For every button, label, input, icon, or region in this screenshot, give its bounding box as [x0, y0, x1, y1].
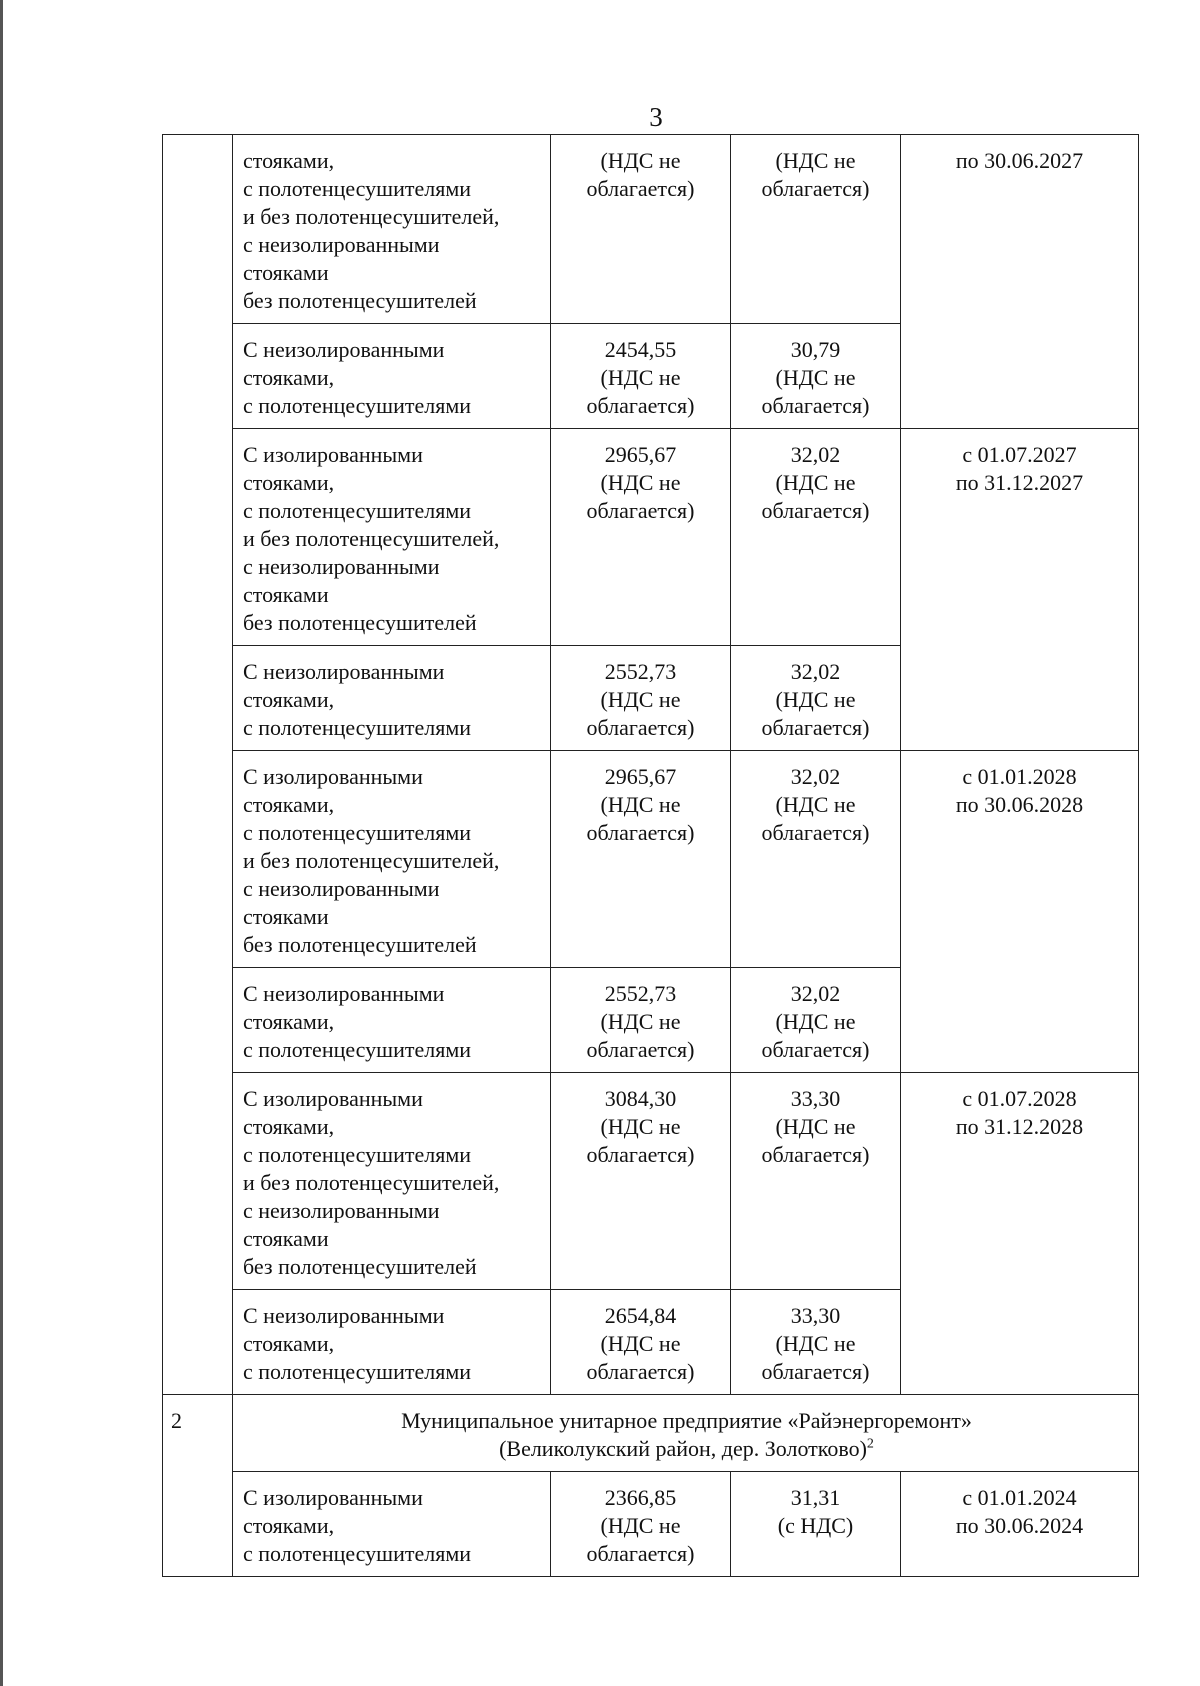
cell-text-line: облагается) — [586, 820, 695, 845]
cell-text-line: с неизолированными — [243, 232, 440, 257]
cell-text-line: облагается) — [586, 1037, 695, 1062]
description-cell — [233, 646, 551, 751]
cell-text-line: С изолированными — [243, 442, 423, 467]
cell-text-line: облагается) — [586, 1359, 695, 1384]
cell-text-line: С неизолированными — [243, 337, 445, 362]
cell-text-line: облагается) — [761, 1142, 870, 1167]
cell-text-line: стояками — [243, 1226, 329, 1251]
price-cell — [731, 324, 901, 429]
cell-text-line: с полотенцесушителями — [243, 176, 472, 201]
price-cell — [551, 1472, 731, 1577]
cell-text-line: с полотенцесушителями — [243, 715, 472, 740]
cell-text-line: 31,31 — [790, 1485, 841, 1510]
price-cell — [551, 751, 731, 968]
price-cell — [731, 135, 901, 324]
cell-text-line: С изолированными — [243, 1086, 423, 1111]
cell-text-line: стояками, — [243, 470, 335, 495]
table-row — [163, 429, 1139, 646]
description-cell — [233, 1472, 551, 1577]
cell-text-line: облагается) — [586, 1142, 695, 1167]
cell-text-line: стояками, — [243, 1331, 335, 1356]
price-cell — [551, 1290, 731, 1395]
cell-text-line: облагается) — [586, 498, 695, 523]
cell-text-line: стояками, — [243, 148, 335, 173]
cell-text-line: облагается) — [761, 393, 870, 418]
cell-text-line: с полотенцесушителями — [243, 393, 472, 418]
price-cell — [551, 1073, 731, 1290]
cell-text-line: 32,02 — [790, 659, 841, 684]
cell-text-line: без полотенцесушителей — [243, 288, 477, 313]
table-row — [163, 1472, 1139, 1577]
cell-text-line: 33,30 — [790, 1303, 841, 1328]
period-cell — [901, 429, 1139, 751]
table-row — [163, 1073, 1139, 1290]
cell-text-line: 30,79 — [790, 337, 841, 362]
organization-title-cell — [233, 1395, 1139, 1472]
cell-text-line: облагается) — [586, 1541, 695, 1566]
cell-text-line: с 01.07.2027 — [962, 442, 1077, 467]
cell-text-line: по 30.06.2027 — [955, 148, 1084, 173]
cell-text-line: (НДС не — [775, 1331, 856, 1356]
price-cell — [551, 135, 731, 324]
cell-text-line: с 01.07.2028 — [962, 1086, 1077, 1111]
price-cell — [731, 1290, 901, 1395]
cell-text-line: облагается) — [761, 498, 870, 523]
cell-text-line: (НДС не — [775, 792, 856, 817]
cell-text-line: (НДС не — [600, 687, 681, 712]
cell-text-line: облагается) — [761, 820, 870, 845]
cell-text-line: С неизолированными — [243, 659, 445, 684]
price-cell — [551, 646, 731, 751]
cell-text-line: с полотенцесушителями — [243, 498, 472, 523]
cell-text-line: стояками, — [243, 1513, 335, 1538]
cell-text-line: (НДС не — [775, 470, 856, 495]
cell-text-line: облагается) — [761, 176, 870, 201]
price-cell — [731, 968, 901, 1073]
cell-text-line: (НДС не — [775, 365, 856, 390]
cell-text-line: с неизолированными — [243, 1198, 440, 1223]
cell-text-line: (НДС не — [775, 1009, 856, 1034]
cell-text-line: (НДС не — [600, 1114, 681, 1139]
cell-text-line: (с НДС) — [777, 1513, 854, 1538]
cell-text-line: стояками, — [243, 1009, 335, 1034]
cell-text-line: 2454,55 — [604, 337, 677, 362]
cell-text-line: стояками — [243, 582, 329, 607]
cell-text-line: без полотенцесушителей — [243, 1254, 477, 1279]
cell-text-line: и без полотенцесушителей, — [243, 204, 500, 229]
cell-text-line: 2366,85 — [604, 1485, 677, 1510]
cell-text-line: 3084,30 — [604, 1086, 677, 1111]
cell-text-line: 2965,67 — [604, 764, 677, 789]
cell-text-line: облагается) — [761, 1037, 870, 1062]
cell-text-line: облагается) — [761, 715, 870, 740]
organization-location-text: (Великолукский район, дер. Золотково) — [499, 1436, 867, 1461]
cell-text-line: стояками, — [243, 1114, 335, 1139]
cell-text-line: и без полотенцесушителей, — [243, 526, 500, 551]
table-row — [163, 135, 1139, 324]
cell-text-line: (НДС не — [600, 1331, 681, 1356]
cell-text-line: по 30.06.2024 — [955, 1513, 1084, 1538]
tariff-table — [162, 134, 1139, 1577]
price-cell — [731, 1073, 901, 1290]
cell-text-line: 32,02 — [790, 442, 841, 467]
cell-text-line: с неизолированными — [243, 554, 440, 579]
price-cell — [551, 968, 731, 1073]
cell-text-line: (НДС не — [600, 148, 681, 173]
price-cell — [731, 429, 901, 646]
price-cell — [731, 1472, 901, 1577]
price-cell — [731, 646, 901, 751]
cell-text-line: (НДС не — [775, 687, 856, 712]
cell-text-line: 2552,73 — [604, 659, 677, 684]
cell-text-line: стояками, — [243, 687, 335, 712]
cell-text-line: 2965,67 — [604, 442, 677, 467]
cell-text-line: (НДС не — [600, 470, 681, 495]
cell-text-line: (НДС не — [600, 792, 681, 817]
cell-text-line: и без полотенцесушителей, — [243, 1170, 500, 1195]
cell-text-line: стояками, — [243, 792, 335, 817]
scan-edge-line — [0, 0, 3, 1686]
cell-text-line: с полотенцесушителями — [243, 1359, 472, 1384]
organization-location — [243, 1435, 1130, 1463]
section-number-cell: 2 — [163, 1395, 233, 1577]
cell-text-line: С неизолированными — [243, 981, 445, 1006]
cell-text-line: облагается) — [586, 715, 695, 740]
description-cell — [233, 751, 551, 968]
cell-text-line: С неизолированными — [243, 1303, 445, 1328]
cell-text-line: с полотенцесушителями — [243, 1541, 472, 1566]
tariff-table-body — [163, 135, 1139, 1577]
cell-text-line: с 01.01.2024 — [962, 1485, 1077, 1510]
description-cell — [233, 135, 551, 324]
table-row — [163, 751, 1139, 968]
period-cell — [901, 1073, 1139, 1395]
row-number-cell — [163, 135, 233, 1395]
cell-text-line: С изолированными — [243, 1485, 423, 1510]
cell-text-line: с полотенцесушителями — [243, 820, 472, 845]
cell-text-line: без полотенцесушителей — [243, 610, 477, 635]
cell-text-line: облагается) — [586, 176, 695, 201]
period-cell — [901, 135, 1139, 429]
description-cell — [233, 429, 551, 646]
description-cell — [233, 1290, 551, 1395]
description-cell — [233, 968, 551, 1073]
cell-text-line: 33,30 — [790, 1086, 841, 1111]
description-cell — [233, 1073, 551, 1290]
cell-text-line: С изолированными — [243, 764, 423, 789]
price-cell — [731, 751, 901, 968]
cell-text-line: по 31.12.2028 — [955, 1114, 1084, 1139]
price-cell — [551, 429, 731, 646]
cell-text-line: стояками — [243, 260, 329, 285]
cell-text-line: облагается) — [586, 393, 695, 418]
cell-text-line: и без полотенцесушителей, — [243, 848, 500, 873]
footnote-mark: 2 — [866, 1436, 874, 1452]
organization-name: Муниципальное унитарное предприятие «Райэнергоремонт» — [401, 1408, 972, 1433]
cell-text-line: (НДС не — [775, 148, 856, 173]
cell-text-line: с неизолированными — [243, 876, 440, 901]
cell-text-line: (НДС не — [600, 1513, 681, 1538]
description-cell — [233, 324, 551, 429]
cell-text-line: с полотенцесушителями — [243, 1142, 472, 1167]
section-header-row — [163, 1395, 1139, 1472]
cell-text-line: без полотенцесушителей — [243, 932, 477, 957]
cell-text-line: (НДС не — [600, 1009, 681, 1034]
price-cell — [551, 324, 731, 429]
cell-text-line: стояками, — [243, 365, 335, 390]
cell-text-line: (НДС не — [600, 365, 681, 390]
cell-text-line: 32,02 — [790, 764, 841, 789]
cell-text-line: 2552,73 — [604, 981, 677, 1006]
cell-text-line: по 30.06.2028 — [955, 792, 1084, 817]
cell-text-line: (НДС не — [775, 1114, 856, 1139]
cell-text-line: облагается) — [761, 1359, 870, 1384]
page-number: 3 — [649, 102, 663, 132]
period-cell — [901, 751, 1139, 1073]
cell-text-line: стояками — [243, 904, 329, 929]
period-cell — [901, 1472, 1139, 1577]
cell-text-line: с полотенцесушителями — [243, 1037, 472, 1062]
cell-text-line: 32,02 — [790, 981, 841, 1006]
cell-text-line: по 31.12.2027 — [955, 470, 1084, 495]
cell-text-line: с 01.01.2028 — [962, 764, 1077, 789]
cell-text-line: 2654,84 — [604, 1303, 677, 1328]
